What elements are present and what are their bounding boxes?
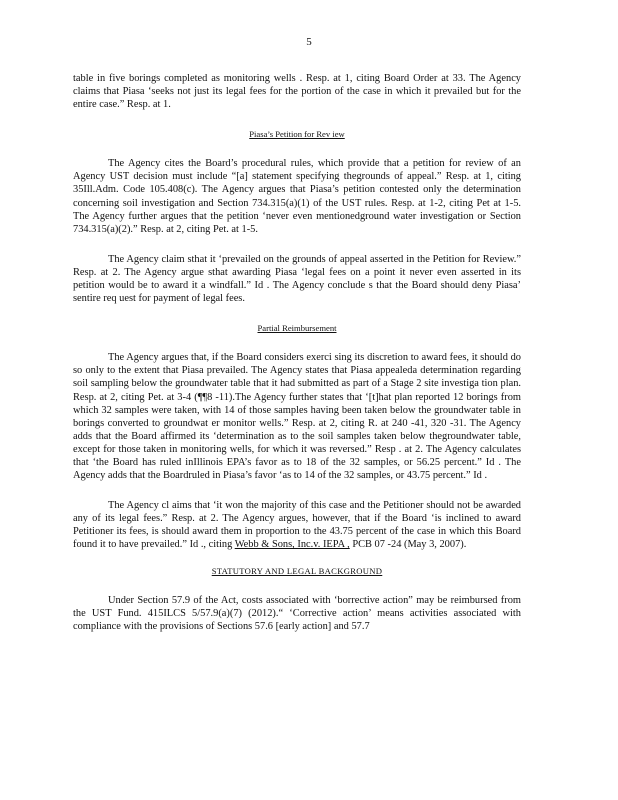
paragraph-petition: The Agency cites the Board’s procedural rules, which provide that a petition for review of an Agency UST decision must include “[a] statement specifying thegrounds of appeal.” Resp. at 1, citing 35Ill.Adm. Code 105.408(c). The Agency argues that Piasa’s petition contested only the determination concerning soil investigation and Section 734.315(a)(1) of the UST rules. Resp. at 1-2, citing Pet at 1-5. The Agency further argues that the petition ‘never even mentionedground water investigation or Section 734.315(a)(2).” Resp. at 2, citing Pet. at 1-5. [73, 158, 521, 235]
paragraph-majority [73, 499, 521, 551]
document-body [73, 72, 521, 633]
paragraph-majority-tail: PCB 07 -24 (May 3, 2007). [352, 539, 467, 551]
paragraph-statutory: Under Section 57.9 of the Act, costs associated with ‘borrective action” may be reimbursed from the UST Fund. 415ILCS 5/57.9(a)(7) (2012).“ ‘Corrective action’ means activities associated with compliance with the provisions of Sections 57.6 [early action] and 57.7 [73, 594, 521, 632]
paragraph-majority-text: The Agency cl aims that ‘it won the majority of this case and the Petitioner should not be awarded any of its legal fees.” Resp. at 2. The Agency argues, however, that if the Board ‘is inclined to award Petitioner its fees, is should award them in proportion to the 43.75 percent of the case in which this Board found it to have prevailed.” Id ., citing [73, 500, 521, 551]
paragraph-continuation: table in five borings completed as monitoring wells . Resp. at 1, citing Board Order at 33. The Agency claims that Piasa ‘seeks not just its legal fees for the portion of the case in which it prevailed but for the entire case.” Resp. at 1. [73, 73, 521, 111]
paragraph-windfall: The Agency claim sthat it ‘prevailed on the grounds of appeal asserted in the Petition for Review.” Resp. at 2. The Agency argue sthat awarding Piasa ‘legal fees on a point it never even asserted in its petition would be to award it a windfall.” Id . The Agency conclude s that the Board should deny Piasa’ sentire req uest for payment of legal fees. [73, 253, 521, 305]
page-number: 5 [306, 36, 312, 48]
section-heading-partial-reimbursement: Partial Reimbursement [257, 323, 337, 334]
case-citation: Webb & Sons, Inc.v. IEPA , [234, 539, 350, 551]
paragraph-partial-reimbursement: The Agency argues that, if the Board considers exerci sing its discretion to award fees, it should do so only to the extent that Piasa prevailed. The Agency states that Piasa appealeda determination regarding soil sampling below the groundwater table that it had submitted as part of a Stage 2 site investiga tion plan. Resp. at 2, citing Pet. at 3-4 (¶¶8 -11).The Agency further states that ‘[t]hat plan reported 12 borings from which 32 samples were taken, with 14 of those samples having been taken below the groundwater table in borings converted to groundwat er monitor wells.” Resp. at 2, citing R. at 240 -41, 320 -31. The Agency adds that the Board affirmed its ‘determination as to the soil samples taken below thegroundwater table, except for those taken in monitoring wells, for which it was reversed.” Resp . at 2. The Agency calculates that ‘the Board has ruled inIllinois EPA’s favor as to 18 of the 32 samples, or 56.25 percent.” Id . The Agency adds that the Boardruled in Piasa’s favor ‘as to 14 of the 32 samples, or 43.75 percent.” Id . [73, 352, 521, 482]
section-heading-statutory: STATUTORY AND LEGAL BACKGROUND [211, 565, 383, 576]
section-heading-petition: Piasa’s Petition for Rev iew [249, 129, 345, 140]
